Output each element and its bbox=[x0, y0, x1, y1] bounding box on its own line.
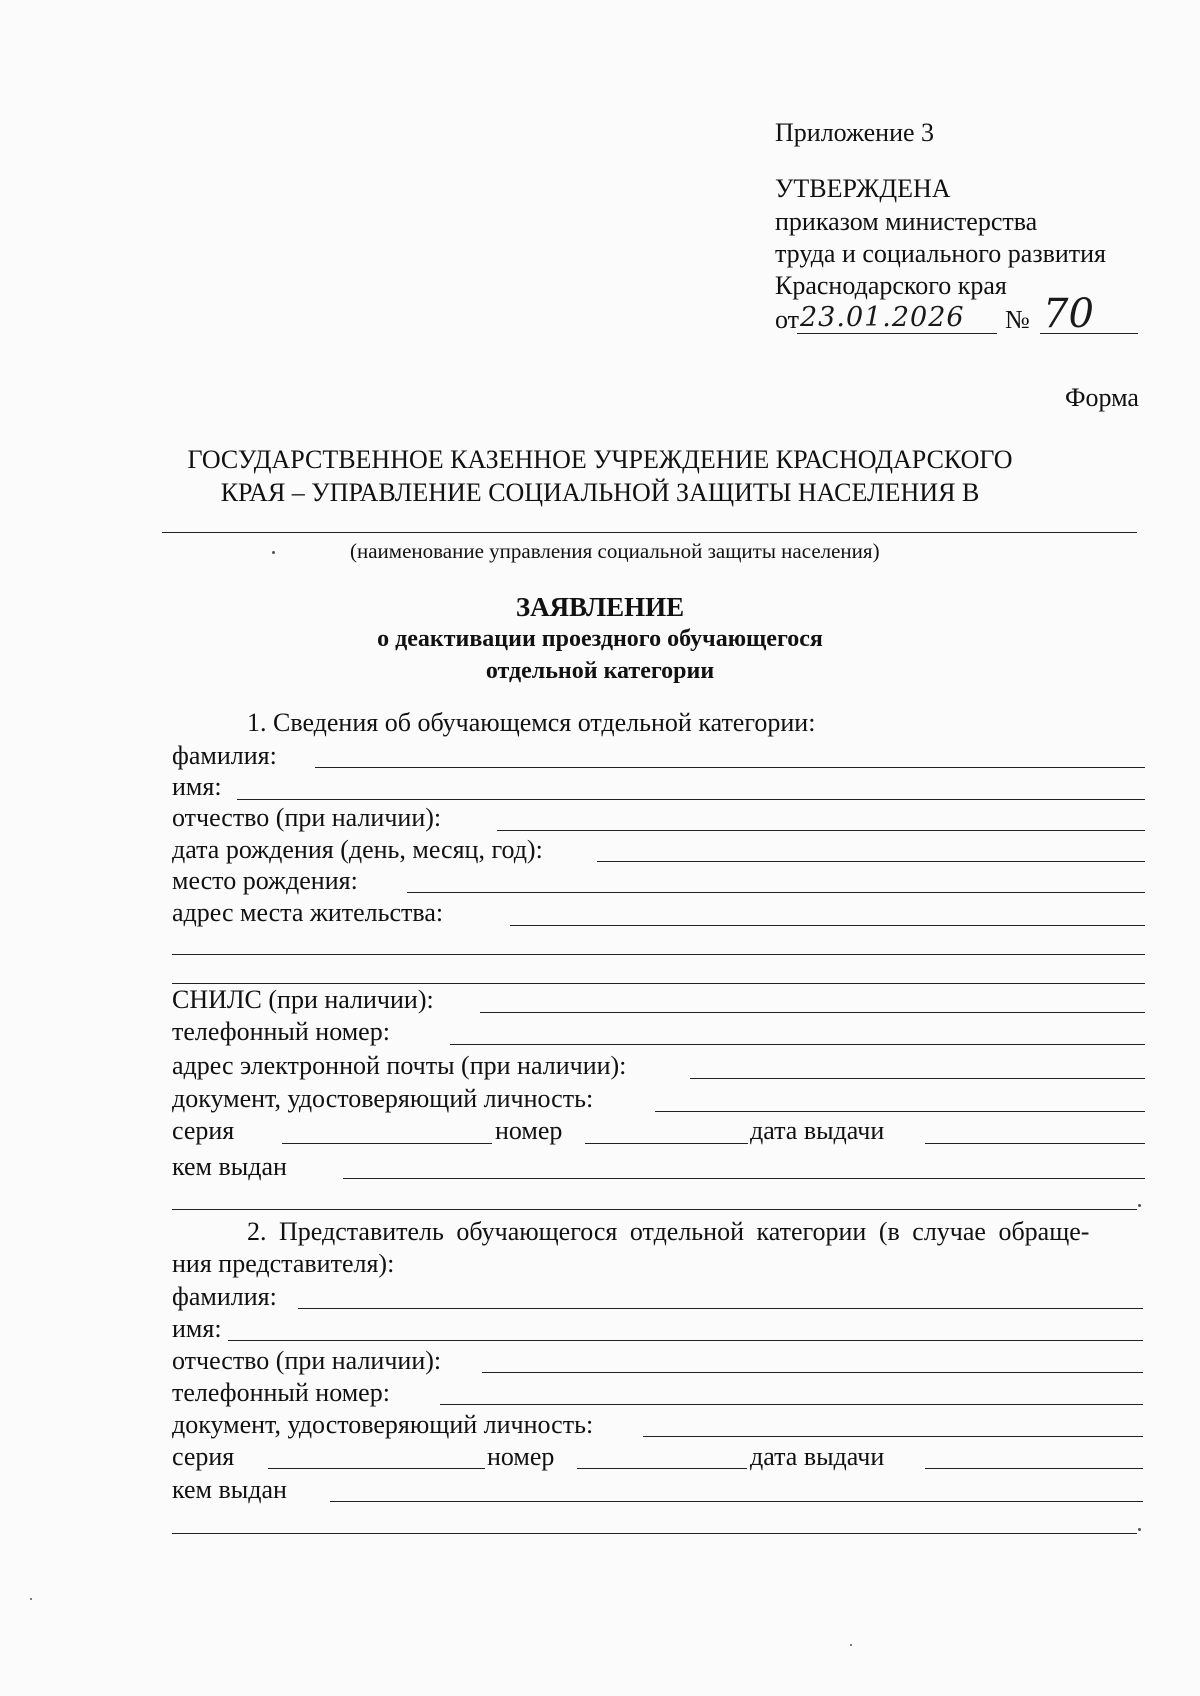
section1-heading: 1. Сведения об обучающемся отдельной категории: bbox=[247, 708, 816, 737]
s2-id-document-label: документ, удостоверяющий личность: bbox=[172, 1410, 594, 1439]
s1-series-field[interactable] bbox=[282, 1143, 492, 1144]
number-line bbox=[1040, 333, 1138, 334]
institution-name-line bbox=[162, 532, 1137, 533]
s1-address-field[interactable] bbox=[510, 925, 1145, 926]
s2-issue-date-label: дата выдачи bbox=[750, 1442, 885, 1471]
order-date-handwritten: 23.01.2026 bbox=[800, 302, 965, 333]
line-end-dot bbox=[1138, 1204, 1141, 1207]
s1-issue-date-field[interactable] bbox=[925, 1143, 1145, 1144]
s1-email-field[interactable] bbox=[690, 1078, 1145, 1079]
s2-name-label: имя: bbox=[172, 1314, 222, 1343]
s2-issue-date-field[interactable] bbox=[925, 1468, 1143, 1469]
s2-surname-label: фамилия: bbox=[172, 1282, 277, 1311]
s1-address-label: адрес места жительства: bbox=[172, 898, 444, 927]
s2-name-field[interactable] bbox=[228, 1340, 1143, 1341]
s1-number-field[interactable] bbox=[585, 1143, 748, 1144]
scan-speck bbox=[30, 1598, 32, 1600]
approved-label: УТВЕРЖДЕНА bbox=[775, 174, 951, 203]
scan-speck bbox=[272, 551, 275, 554]
s2-series-label: серия bbox=[172, 1442, 235, 1471]
institution-line-1: ГОСУДАРСТВЕННОЕ КАЗЕННОЕ УЧРЕЖДЕНИЕ КРАСНОДАРСКОГО bbox=[187, 445, 1013, 474]
form-label: Форма bbox=[1065, 383, 1139, 412]
s1-surname-label: фамилия: bbox=[172, 741, 277, 770]
s1-issued-by-field[interactable] bbox=[343, 1178, 1145, 1179]
order-number-handwritten: 70 bbox=[1043, 291, 1094, 337]
date-line bbox=[797, 333, 997, 334]
s1-series-label: серия bbox=[172, 1116, 235, 1145]
s2-number-label: номер bbox=[487, 1442, 555, 1471]
s1-address-field-2[interactable] bbox=[172, 954, 1145, 955]
s2-number-field[interactable] bbox=[577, 1468, 747, 1469]
document-subtitle-2: отдельной категории bbox=[485, 658, 715, 684]
date-from-label: от bbox=[775, 305, 800, 334]
s1-surname-field[interactable] bbox=[315, 767, 1145, 768]
s1-id-document-label: документ, удостоверяющий личность: bbox=[172, 1084, 594, 1113]
s2-patronymic-label: отчество (при наличии): bbox=[172, 1346, 442, 1375]
s1-patronymic-field[interactable] bbox=[497, 830, 1145, 831]
institution-caption: (наименование управления социальной защиты населения) bbox=[350, 539, 880, 563]
s1-issue-date-label: дата выдачи bbox=[750, 1116, 885, 1145]
s1-patronymic-label: отчество (при наличии): bbox=[172, 803, 442, 832]
scan-speck bbox=[850, 1644, 852, 1646]
s1-birth-place-label: место рождения: bbox=[172, 866, 358, 895]
section2-heading-1: 2. Представитель обучающегося отдельной категории (в случае обраще- bbox=[247, 1217, 1090, 1246]
s1-birth-place-field[interactable] bbox=[407, 892, 1145, 893]
document-title: ЗАЯВЛЕНИЕ bbox=[515, 592, 685, 622]
s1-birth-date-field[interactable] bbox=[597, 861, 1145, 862]
s2-issued-by-label: кем выдан bbox=[172, 1475, 287, 1504]
s1-snils-field[interactable] bbox=[480, 1012, 1145, 1013]
s1-name-label: имя: bbox=[172, 772, 222, 801]
line-end-dot-2 bbox=[1138, 1528, 1141, 1531]
order-line-3: Краснодарского края bbox=[775, 271, 1007, 300]
s1-issued-by-label: кем выдан bbox=[172, 1152, 287, 1181]
appendix-label: Приложение 3 bbox=[775, 118, 935, 147]
s1-address-field-3[interactable] bbox=[172, 983, 1145, 984]
s1-number-label: номер bbox=[495, 1116, 563, 1145]
order-line-1: приказом министерства bbox=[775, 207, 1038, 236]
s2-series-field[interactable] bbox=[268, 1468, 485, 1469]
s1-name-field[interactable] bbox=[237, 799, 1145, 800]
s1-phone-label: телефонный номер: bbox=[172, 1017, 390, 1046]
s1-snils-label: СНИЛС (при наличии): bbox=[172, 985, 434, 1014]
s2-issued-by-field-2[interactable] bbox=[172, 1533, 1137, 1534]
s1-issued-by-field-2[interactable] bbox=[172, 1209, 1137, 1210]
s1-birth-date-label: дата рождения (день, месяц, год): bbox=[172, 835, 543, 864]
s1-phone-field[interactable] bbox=[450, 1044, 1145, 1045]
s1-id-document-field[interactable] bbox=[655, 1111, 1145, 1112]
s2-id-document-field[interactable] bbox=[643, 1436, 1143, 1437]
order-line-2: труда и социального развития bbox=[775, 239, 1107, 268]
s2-phone-label: телефонный номер: bbox=[172, 1378, 390, 1407]
s2-patronymic-field[interactable] bbox=[482, 1372, 1143, 1373]
s1-email-label: адрес электронной почты (при наличии): bbox=[172, 1051, 627, 1080]
institution-line-2: КРАЯ – УПРАВЛЕНИЕ СОЦИАЛЬНОЙ ЗАЩИТЫ НАСЕЛЕНИЯ В bbox=[220, 478, 980, 507]
s2-phone-field[interactable] bbox=[440, 1404, 1143, 1405]
s2-surname-field[interactable] bbox=[298, 1308, 1143, 1309]
order-number-label: № bbox=[1005, 305, 1030, 334]
s2-issued-by-field[interactable] bbox=[330, 1501, 1143, 1502]
section2-heading-2: ния представителя): bbox=[172, 1249, 395, 1278]
document-subtitle-1: о деактивации проездного обучающегося bbox=[377, 626, 823, 652]
